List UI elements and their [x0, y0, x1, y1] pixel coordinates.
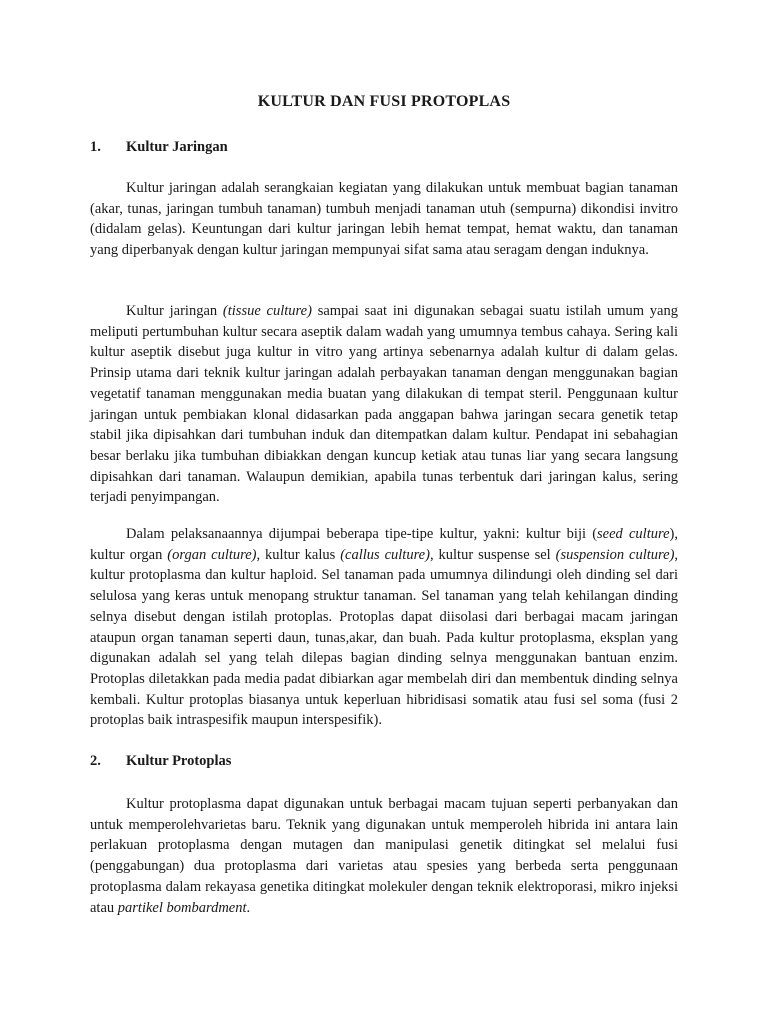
paragraph-text: Kultur jaringan adalah serangkaian kegiatan yang dilakukan untuk membuat bagian tanaman (akar, tunas, jaringan tumbuh tanaman) tumbuh menjadi tanaman utuh (sempurna) dikondisi invitro (didalam gelas). Keuntungan dari kultur jaringan lebih hemat tempat, hemat waktu, dan tanaman yang diperbanyak dengan kultur jaringan mempunyai sifat sama atau seragam dengan induknya.	[90, 180, 678, 259]
italic-term: (suspension culture)	[555, 546, 675, 563]
paragraph-text: ), kultur organ	[90, 526, 678, 563]
paragraph-text: Dalam pelaksanaannya dijumpai beberapa tipe-tipe kultur, yakni: kultur biji (	[126, 526, 598, 542]
section-number: 2.	[90, 753, 101, 769]
paragraph-text: .	[246, 899, 251, 916]
section-heading-2	[90, 753, 231, 770]
paragraph	[90, 301, 678, 508]
section-heading-1	[90, 139, 228, 156]
section-title: Kultur Protoplas	[126, 753, 232, 769]
paragraph-text: , kultur protoplasma dan kultur haploid. Sel tanaman pada umumnya dilindungi oleh dinding sel dari selulosa yang keras untuk menopang struktur tanaman. Sel tanaman yang telah kehilangan dinding selnya disebut dengan istilah protoplas. Protoplas dapat diisolasi dari berbagai macam jaringan ataupun organ tanaman seperti daun, tunas,akar, dan buah. Pada kultur protoplasma, eksplan yang digunakan adalah sel yang telah dilepas bagian dinding selnya menggunakan bantuan enzim. Protoplas diletakkan pada media padat dibiarkan agar membelah diri dan membentuk dinding selnya kembali. Kultur protoplas biasanya untuk keperluan hibridisasi somatik atau fusi sel soma (fusi 2 protoplas baik intraspesifik maupun interspesifik).	[90, 546, 679, 729]
section-number: 1.	[90, 139, 101, 155]
paragraph-text: , kultur suspense sel	[429, 546, 556, 563]
paragraph-text: Kultur jaringan	[126, 303, 223, 319]
section-title: Kultur Jaringan	[126, 139, 228, 155]
paragraph-text: sampai saat ini digunakan sebagai suatu istilah umum yang meliputi pertumbuhan kultur secara aseptik dalam wadah yang umumnya tembus cahaya. Sering kali kultur aseptik disebut juga kultur in vitro yang artinya sebenarnya adalah kultur di dalam gelas. Prinsip utama dari teknik kultur jaringan adalah perbayakan tanaman dengan menggunakan bagian vegetatif tanaman menggunakan media buatan yang dilakukan di tempat steril. Penggunaan kultur jaringan untuk pembiakan klonal didasarkan pada anggapan bahwa jaringan secara genetik tetap stabil jika dipisahkan dari tumbuhan induk dan ditempatkan dalam kultur. Pendapat ini sebahagian besar berlaku jika tumbuhan dibiakkan dengan kuncup ketiak atau tunas liar yang secara langsung dipisahkan dari tanaman. Walaupun demikian, apabila tunas terbentuk dari jaringan kalus, sering terjadi penyimpangan.	[90, 303, 678, 506]
paragraph	[90, 178, 678, 261]
italic-term: (tissue culture)	[222, 303, 312, 319]
italic-term: (callus culture)	[340, 546, 430, 563]
paragraph-text: , kultur kalus	[256, 546, 341, 563]
document-title: KULTUR DAN FUSI PROTOPLAS	[257, 93, 511, 110]
paragraph	[90, 794, 678, 918]
paragraph-text: Kultur protoplasma dapat digunakan untuk berbagai macam tujuan seperti perbanyakan dan untuk memperolehvarietas baru. Teknik yang digunakan untuk memperoleh hibrida ini antara lain perlakuan protoplasma dengan mutagen dan manipulasi genetik ditingkat sel melalui fusi (penggabungan) dua protoplasma dari varietas atau spesies yang berbeda serta penggunaan protoplasma dalam rekayasa genetika ditingkat molekuler dengan teknik elektroporasi, mikro injeksi atau	[90, 796, 678, 916]
paragraph	[90, 524, 678, 731]
italic-term: seed culture	[597, 526, 670, 542]
italic-term: (organ culture)	[167, 546, 257, 563]
italic-term: partikel bombardment	[117, 899, 247, 916]
